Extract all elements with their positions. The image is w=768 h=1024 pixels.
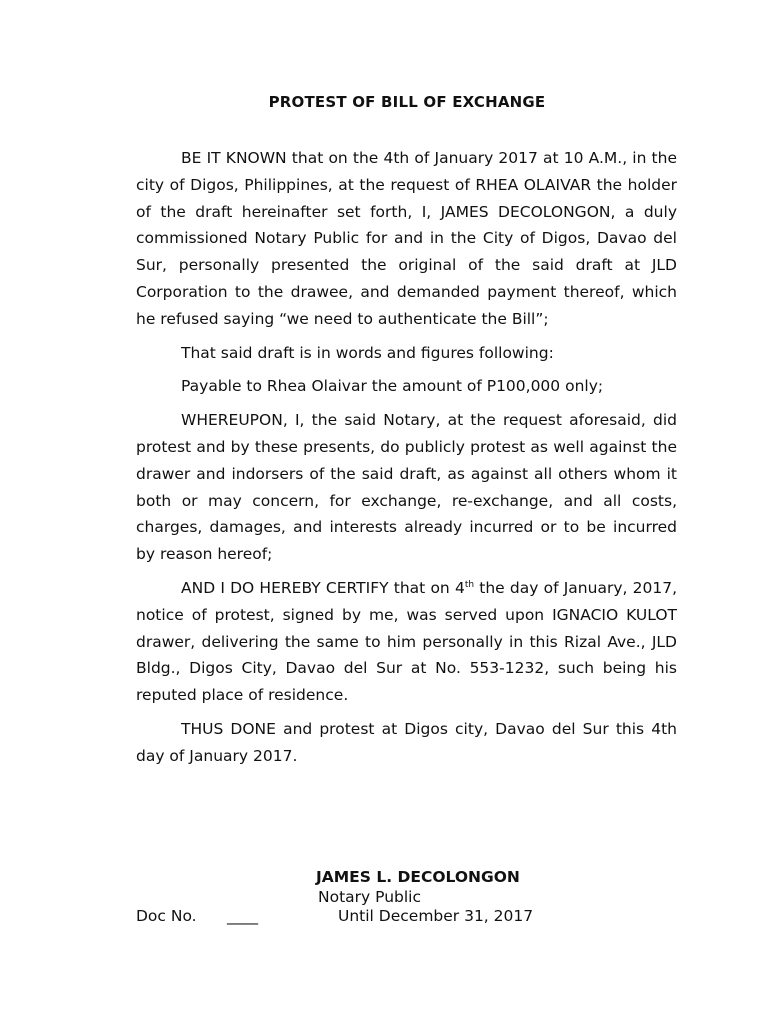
certify-text-end: the day of January, 2017, notice of protest, signed by me, was served upon IGNACIO KULOT drawer, delivering the same to him personally in this Rizal Ave., JLD Bldg., Digos City, Davao del Sur at No. 553-1232, such being his reputed place of residence. [136,578,677,705]
signatory-title: Notary Public [318,888,421,906]
certify-text-start: AND I DO HEREBY CERTIFY that on 4 [181,578,465,597]
document-title: PROTEST OF BILL OF EXCHANGE [268,93,546,111]
paragraph-draft-words: That said draft is in words and figures following: [181,343,554,362]
paragraph-whereupon: WHEREUPON, I, the said Notary, at the request aforesaid, did protest and by these presents, do publicly protest as well against the drawer and indorsers of the said draft, as against all others whom it both or may concern, for exchange, re-exchange, and all costs, charges, damages, and interests already incurred or to be incurred by reason hereof; [136,411,677,564]
doc-no-label: Doc No. [136,907,197,925]
paragraph-payable: Payable to Rhea Olaivar the amount of P100,000 only; [181,377,604,396]
doc-no-blank: ____ [227,907,258,925]
paragraph-thus-done: THUS DONE and protest at Digos city, Davao del Sur this 4th day of January 2017. [136,719,677,765]
paragraph-be-it-known: BE IT KNOWN that on the 4th of January 2017 at 10 A.M., in the city of Digos, Philippines, at the request of RHEA OLAIVAR the holder of the draft hereinafter set forth, I, JAMES DECOLONGON, a duly commissioned Notary Public for and in the City of Digos, Davao del Sur, personally presented the original of the said draft at JLD Corporation to the drawee, and demanded payment thereof, which he refused saying “we need to authenticate the Bill”; [136,149,677,328]
commission-until: Until December 31, 2017 [338,907,534,925]
document-body [136,145,677,770]
paragraph-certify [136,575,677,709]
signatory-name: JAMES L. DECOLONGON [316,868,520,886]
certify-superscript: th [464,579,475,590]
